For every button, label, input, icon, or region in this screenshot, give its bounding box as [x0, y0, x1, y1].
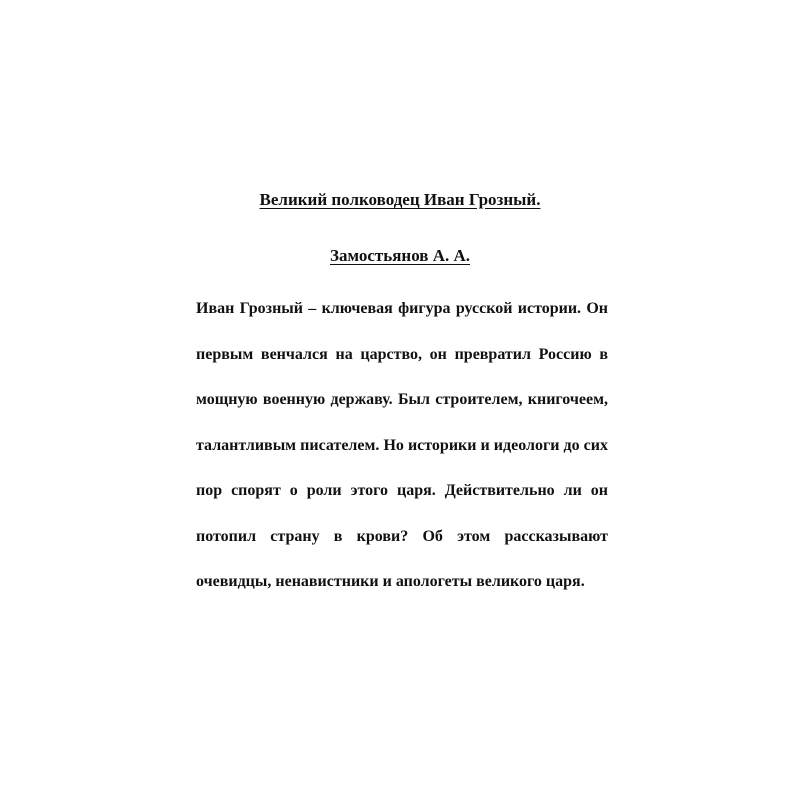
paragraph-line: пор спорят о роли этого царя. Действительно ли он — [196, 482, 608, 499]
paragraph-line: мощную военную державу. Был строителем, книгочеем, — [196, 391, 608, 408]
paragraph-line: потопил страну в крови? Об этом рассказывают — [196, 527, 608, 545]
document-author: Замостьянов А. А. — [329, 246, 471, 265]
body-paragraph — [196, 300, 608, 619]
paragraph-line: очевидцы, ненавистники и апологеты великого царя. — [196, 573, 585, 590]
paragraph-line: талантливым писателем. Но историки и идеологи до сих — [196, 436, 608, 454]
paragraph-line: первым венчался на царство, он превратил Россию в — [196, 345, 608, 363]
document-title: Великий полководец Иван Грозный. — [259, 190, 541, 209]
paragraph-line: Иван Грозный – ключевая фигура русской истории. Он — [196, 300, 608, 317]
